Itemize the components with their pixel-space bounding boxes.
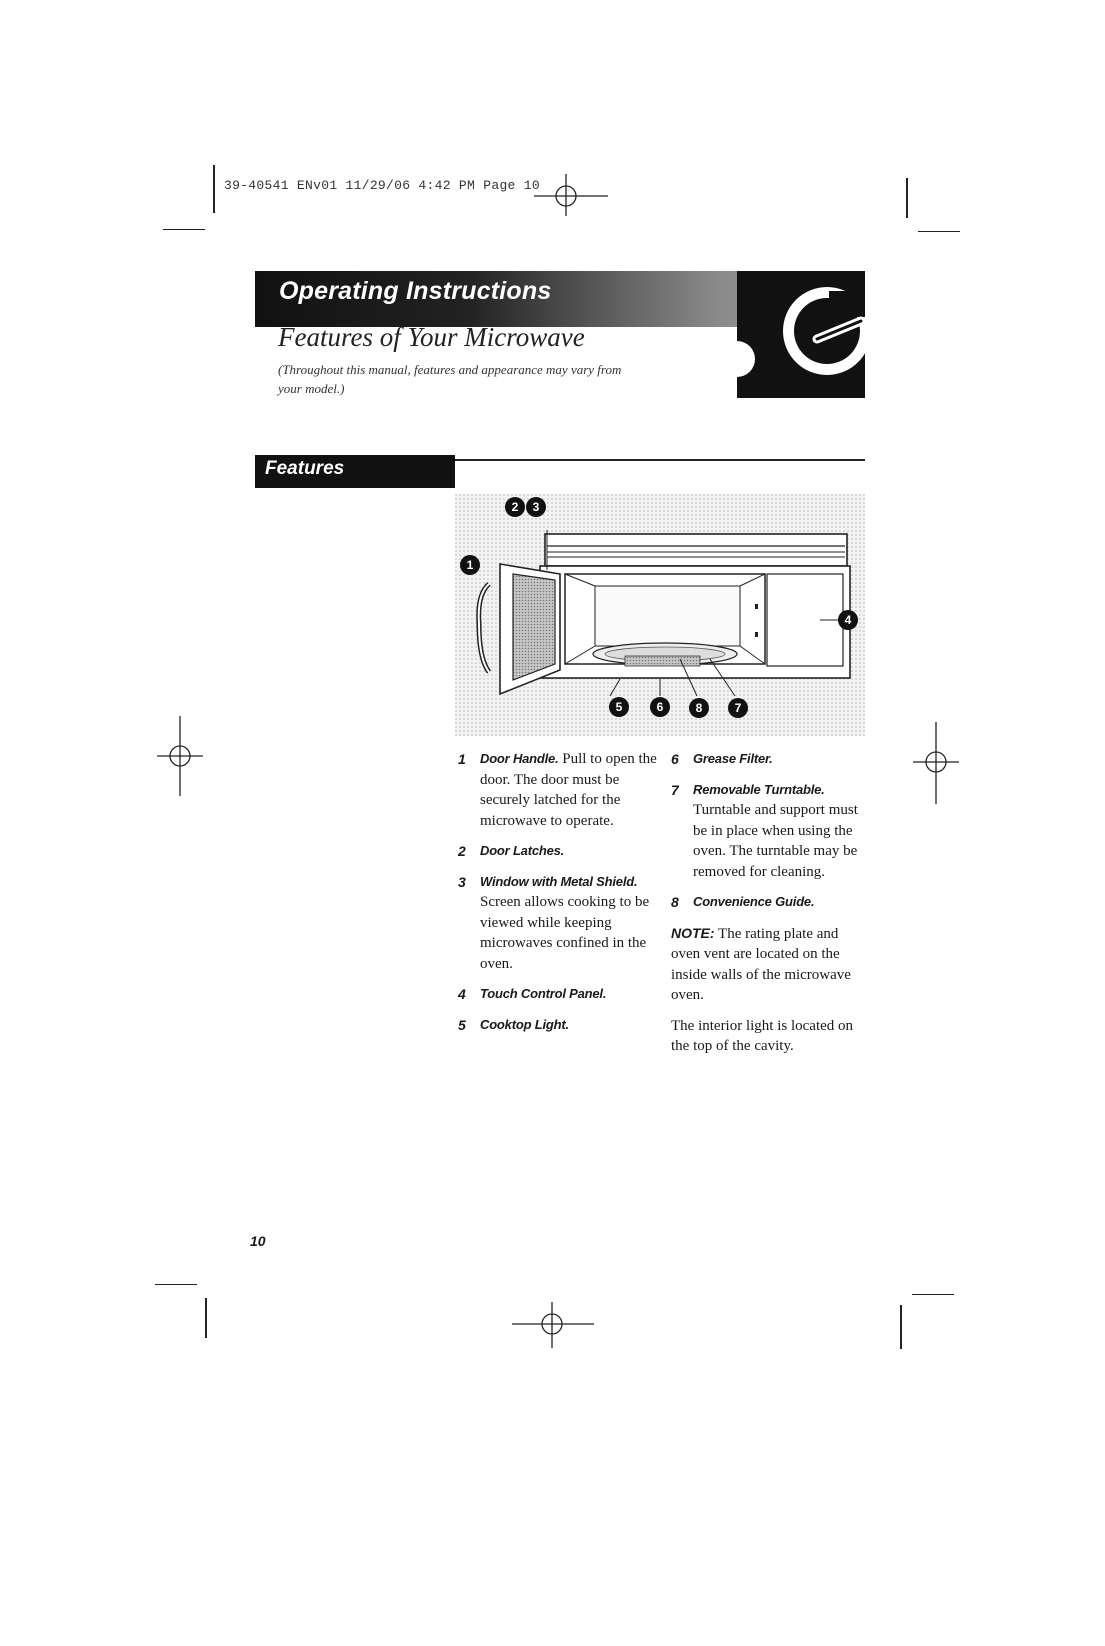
- features-list-left: [458, 749, 658, 1045]
- microwave-illustration: [455, 494, 865, 736]
- crop-mark: [900, 1305, 902, 1349]
- item-number: 2: [458, 843, 466, 859]
- item-number: 1: [458, 751, 466, 767]
- list-item: [671, 780, 871, 883]
- item-number: 3: [458, 873, 466, 890]
- dial-icon: [737, 271, 865, 398]
- callout-2-label: 2: [511, 500, 519, 514]
- features-header: [255, 455, 455, 488]
- item-text: Pull to open the door. The door must be securely latched for the microwave to operate.: [480, 751, 657, 829]
- registration-mark-center-bottom: [508, 1596, 509, 1597]
- callout-6-label: 6: [656, 700, 664, 714]
- banner-title: Operating Instructions: [279, 277, 552, 305]
- item-number: 4: [458, 986, 466, 1002]
- crop-mark: [163, 229, 205, 230]
- page-title: Features of Your Microwave: [278, 322, 585, 352]
- registration-mark-bottom-real: [506, 1300, 596, 1350]
- crop-mark: [912, 1294, 954, 1295]
- item-label: Cooktop Light.: [480, 1016, 569, 1032]
- callout-5-label: 5: [615, 700, 623, 714]
- item-number: 5: [458, 1016, 466, 1033]
- list-item: [458, 1015, 658, 1036]
- item-number: 6: [671, 751, 679, 767]
- note-text: The rating plate and oven vent are located on the inside walls of the microwave oven.: [671, 925, 851, 1003]
- registration-mark-bottom: [506, 1596, 596, 1646]
- item-text: Turntable and support must be in place when using the oven. The turntable may be removed for cleaning.: [693, 802, 858, 880]
- list-item: [671, 749, 871, 770]
- note-paragraph: [671, 923, 856, 1006]
- item-label: Grease Filter.: [693, 751, 773, 766]
- callout-7-label: 7: [734, 701, 742, 715]
- registration-mark-right: [911, 720, 961, 806]
- item-label: Door Latches.: [480, 843, 565, 858]
- chapter-tab: [737, 271, 865, 398]
- registration-mark-final: [506, 1596, 507, 1597]
- registration-mark-lower: [506, 1598, 596, 1599]
- item-label: Touch Control Panel.: [480, 986, 607, 1001]
- item-label: Removable Turntable.: [693, 781, 825, 797]
- features-rule: [455, 459, 865, 461]
- list-item: [458, 984, 658, 1005]
- item-label: Window with Metal Shield.: [480, 873, 638, 889]
- callout-4-label: 4: [844, 613, 852, 627]
- list-item: [671, 892, 871, 913]
- item-number: 7: [671, 781, 679, 798]
- item-text: Screen allows cooking to be viewed while keeping microwaves confined in the oven.: [480, 894, 650, 972]
- list-item: [458, 872, 658, 975]
- features-title: Features: [265, 458, 345, 479]
- note-label: NOTE:: [671, 924, 715, 941]
- print-slug: 39-40541 ENv01 11/29/06 4:42 PM Page 10: [224, 178, 540, 193]
- registration-mark-left: [155, 712, 205, 798]
- crop-mark: [918, 231, 960, 232]
- item-label: Door Handle.: [480, 751, 559, 766]
- crop-mark: [205, 1298, 207, 1338]
- registration-mark-base: [506, 1598, 507, 1599]
- list-item: [458, 841, 658, 862]
- callout-1-label: 1: [466, 558, 474, 572]
- item-label: Convenience Guide.: [693, 894, 815, 909]
- crop-mark: [213, 165, 215, 213]
- item-number: 8: [671, 894, 679, 910]
- interior-light-paragraph: The interior light is located on the top of the cavity.: [671, 1017, 854, 1054]
- features-list-right: [671, 749, 871, 1067]
- page-subtitle-note: (Throughout this manual, features and appearance may vary from your model.): [278, 362, 622, 396]
- list-item: [458, 749, 658, 831]
- callout-8-label: 8: [695, 701, 703, 715]
- crop-mark: [155, 1284, 197, 1285]
- callout-3-label: 3: [532, 500, 540, 514]
- crop-mark: [906, 178, 908, 218]
- microwave-diagram: [455, 494, 865, 736]
- page-number: 10: [250, 1233, 266, 1249]
